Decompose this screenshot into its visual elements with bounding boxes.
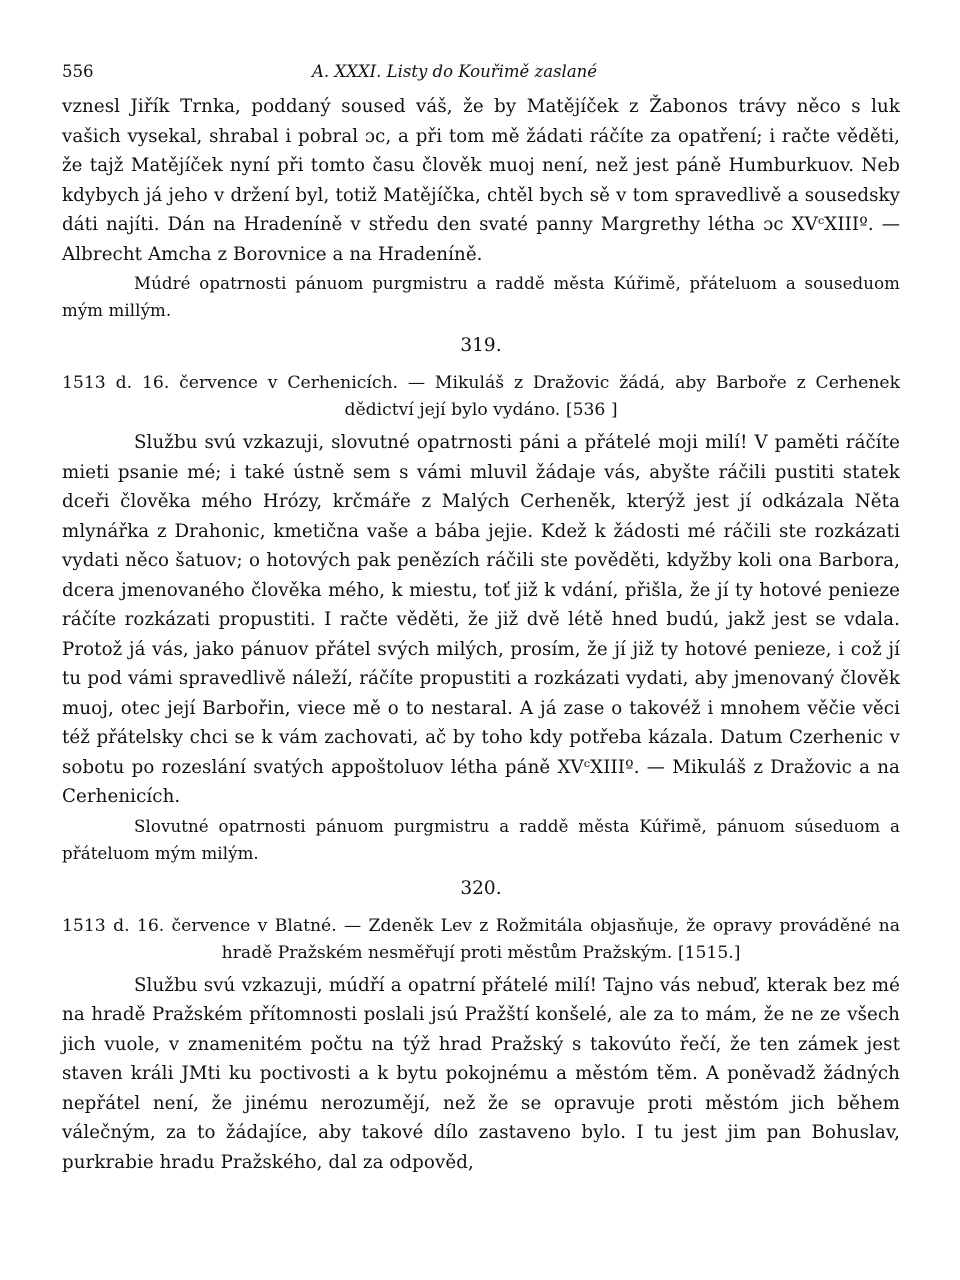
letter-318-address: Múdré opatrnosti pánuom purgmistru a raddě města Kúřimě, přáteluom a souseduom mým millým.	[62, 274, 900, 320]
running-title: A. XXXI. Listy do Kouřimě zaslané	[312, 62, 598, 81]
document-number-319: 319.	[460, 335, 502, 356]
page-header	[62, 58, 900, 92]
document-319-body: Službu svú vzkazuji, slovutné opatrnosti páni a přátelé moji milí! V paměti ráčíte mieti psanie mé; i také ústně sem s vámi mluvil žádaje vás, abyšte ráčili pustiti statek dceři člověka mého Hrózy, krčmáře z Malých Cerheněk, kterýž jest jí odkázala Něta mlynářka z Drahonic, kmetična vaše a bába jejie. Kdež k žádosti mé ráčili ste rozkázati vydati něco šatuov; o hotových pak penězích ráčili ste pověděti, kdyžby koli ona Barbora, dcera jmenovaného člověka mého, k miestu, toť již k vdání, přišla, že jí ty hotové penieze ráčíte rozkázati propustiti. I račte věděti, že již dvě létě hned budú, jakž jest se vdala. Protož já vás, jako pánuov přátel svých milých, prosím, že jí již ty hotové penieze, i což jí tu pod vámi spravedlivě náleží, ráčíte propustiti a rozkázati vydati, aby jmenovaný člověk muoj, otec její Barbořin, viece mě o to nestaral. A já zase o takovéž i mnohem věčie věci též přátelsky chci se k vám zachovati, ač by toho kdy potřeba kázala. Datum Czerhenic v sobotu po rozeslání svatých appoštoluov létha páně XVᶜXIIIº. — Mikuláš z Dražovic a na Cerhenicích.	[62, 432, 900, 807]
document-319-regest-text: 1513 d. 16. července v Cerhenicích. — Mikuláš z Dražovic žádá, aby Barboře z Cerhenek dědictví její bylo vydáno.	[62, 373, 900, 420]
book-page	[62, 58, 900, 1177]
document-number-320: 320.	[460, 877, 502, 899]
document-320-regest-text: 1513 d. 16. července v Blatné. — Zdeněk Lev z Rožmitála objasňuje, že opravy prováděné na hradě Pražském nesměřují proti městům Pražským.	[62, 915, 900, 963]
page-number: 556	[62, 62, 94, 81]
document-319-address: Slovutné opatrnosti pánuom purgmistru a raddě města Kúřimě, pánuom súseduom a přáteluom mým milým.	[62, 816, 900, 863]
document-320-regest	[62, 913, 900, 967]
document-320-body: Službu svú vzkazuji, múdří a opatrní přátelé milí! Tajno vás nebuď, kterak bez mé na hradě Pražském přítomnosti poslali jsú Pražští konšelé, ale za to mám, že ne ze všech jich vuole, v znamenitém počtu na týž hrad Pražský s takovúto řečí, že ten zámek jest staven králi JMti ku poctivosti a k bytu pokojnému a městóm těm. A poněvadž žádných nepřátel není, že jinému nerozumějí, než že se opravuje proti městóm jich během válečným, za to žádajíce, aby takové dílo zastaveno bylo. I tu jest jim pan Bohuslav, purkrabie hradu Pražského, dal za odpověd,	[62, 974, 900, 1173]
letter-318-conclusion: vznesl Jiřík Trnka, poddaný soused váš, že by Matějíček z Žabonos trávy něco s luk vašich vysekal, shrabal i pobral ɔc, a při tom mě žádati ráčíte za opatření; i račte věděti, že tajž Matějíček nyní při tomto času člověk muoj není, než jest páně Humburkuov. Neb kdybych já jeho v držení byl, totiž Matějíčka, chtěl bych sě v tom spravedlivě a sousedsky dáti najíti. Dán na Hradeníně v středu den svaté panny Margrethy létha ɔc XVᶜXIIIº. — Albrecht Amcha z Borovnice a na Hradeníně.	[62, 96, 900, 265]
document-320-reference: [1515.]	[677, 942, 741, 963]
document-319-reference: [536 ]	[565, 400, 618, 420]
document-319-regest	[62, 370, 900, 424]
